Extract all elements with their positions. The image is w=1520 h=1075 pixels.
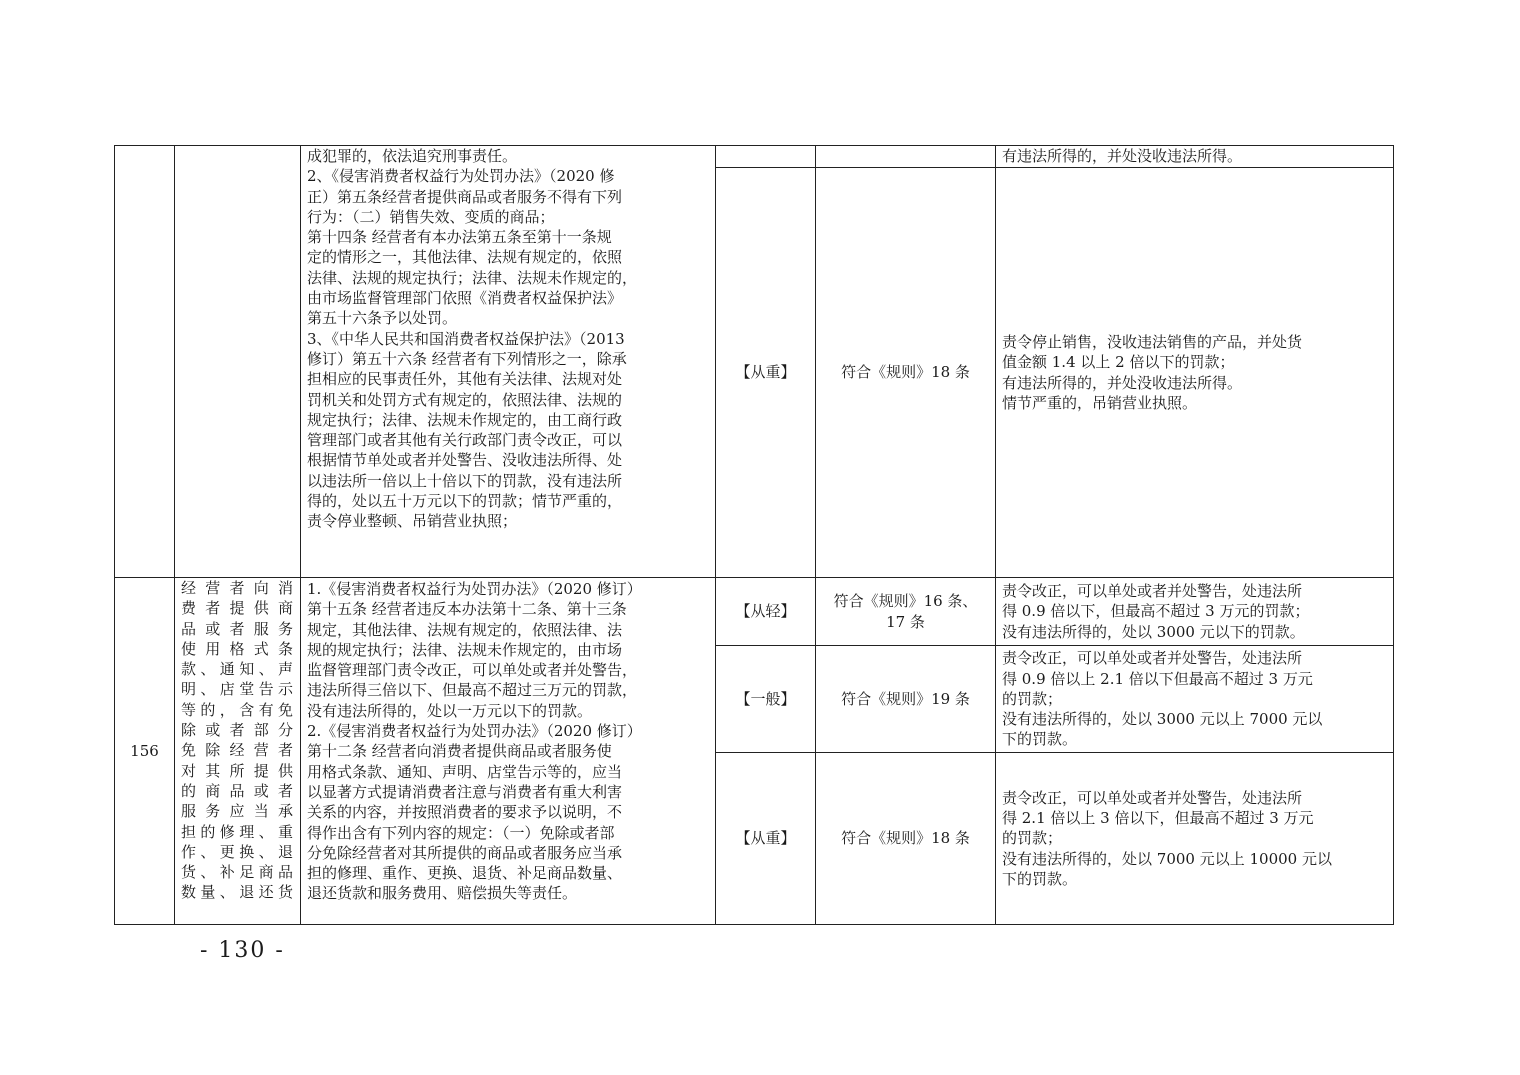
text-line: 情节严重的，吊销营业执照。 [1002, 393, 1198, 412]
row156-rule-light [816, 578, 996, 646]
text-line: 得的，处以五十万元以下的罚款；情节严重的， [307, 492, 623, 511]
text-line: 作、更换、退 [181, 842, 294, 861]
text-line: 使用格式条 [181, 639, 294, 658]
cont-num-cell [115, 146, 175, 578]
text-line: 由市场监督管理部门依照《消费者权益保护法》 [307, 289, 623, 308]
text-line: 管理部门或者其他有关行政部门责令改正，可以 [307, 431, 623, 450]
text-line: 的罚款； [1002, 689, 1063, 708]
row156-std-light [996, 578, 1394, 646]
text-line: 费者提供商 [181, 599, 294, 618]
text-line: 以违法所一倍以上十倍以下的罚款，没有违法所 [307, 471, 623, 490]
text-line: 责令改正，可以单处或者并处警告，处违法所 [1002, 788, 1303, 807]
text-line: 的商品或者 [181, 781, 294, 800]
text-line: 规定，其他法律、法规有规定的，依照法律、法 [307, 620, 623, 639]
cont-std-cell [996, 168, 1394, 578]
text-line: 关系的内容，并按照消费者的要求予以说明，不 [307, 803, 623, 822]
text-line: 等的，含有免 [181, 700, 294, 719]
row156-rule-normal [816, 646, 996, 753]
text-line: 得作出含有下列内容的规定：（一）免除或者部 [307, 823, 615, 842]
text-line: 正）第五条经营者提供商品或者服务不得有下列 [307, 187, 623, 206]
row156-std-heavy-lines [1002, 788, 1387, 889]
text-line: 规定执行；法律、法规未作规定的，由工商行政 [307, 410, 623, 429]
text-line: 违法所得三倍以下、但最高不超过三万元的罚款， [307, 681, 638, 700]
penalty-standard-table [114, 145, 1394, 925]
text-line: 的罚款； [1002, 829, 1063, 848]
text-line: 品或者服务 [181, 619, 294, 638]
text-line: 分免除经营者对其所提供的商品或者服务应当承 [307, 843, 623, 862]
text-line: 修订）第五十六条 经营者有下列情形之一，除承 [307, 349, 627, 368]
text-line: 以显著方式提请消费者注意与消费者有重大利害 [307, 782, 623, 801]
row156-level-normal: 【一般】 [716, 646, 816, 753]
row156-std-normal-lines [1002, 648, 1387, 749]
text-line: 3、《中华人民共和国消费者权益保护法》（2013 [307, 329, 625, 348]
row156-std-normal [996, 646, 1394, 753]
text-line: 得 0.9 倍以下，但最高不超过 3 万元的罚款； [1002, 602, 1310, 621]
text-line: 2.《侵害消费者权益行为处罚办法》（2020 修订） [307, 722, 642, 741]
text-line: 得 0.9 倍以上 2.1 倍以下但最高不超过 3 万元 [1002, 669, 1313, 688]
text-line: 下的罚款。 [1002, 869, 1078, 888]
text-line: 第十二条 经营者向消费者提供商品或者服务使 [307, 742, 612, 761]
text-line: 经营者向消 [181, 579, 294, 597]
row156-item-cell [175, 578, 301, 925]
text-line: 下的罚款。 [1002, 730, 1078, 749]
text-line: 除或者部分 [181, 721, 294, 740]
text-line: 2、《侵害消费者权益行为处罚办法》（2020 修 [307, 167, 615, 186]
text-line: 17 条 [886, 612, 925, 631]
row156-std-heavy [996, 753, 1394, 925]
text-line: 担的修理、重作、更换、退货、补足商品数量、 [307, 864, 623, 883]
cont-std-lines [1002, 332, 1387, 413]
text-line: 定的情形之一，其他法律、法规有规定的，依照 [307, 248, 623, 267]
row156-level-light: 【从轻】 [716, 578, 816, 646]
text-line: 符合《规则》16 条、 [833, 592, 978, 611]
text-line: 担相应的民事责任外，其他有关法律、法规对处 [307, 370, 623, 389]
cont-rule-top-cell [816, 146, 996, 168]
text-line: 得 2.1 倍以上 3 倍以下，但最高不超过 3 万元 [1002, 809, 1314, 828]
text-line: 值金额 1.4 以上 2 倍以下的罚款； [1002, 353, 1235, 372]
row156-rule-heavy-lines [822, 828, 989, 848]
text-line: 没有违法所得的，处以 3000 元以下的罚款。 [1002, 622, 1305, 641]
cont-rule-cell: 符合《规则》18 条 [816, 168, 996, 578]
text-line: 货、补足商品 [181, 863, 294, 882]
row156-basis-lines [307, 579, 709, 904]
text-line: 符合《规则》18 条 [841, 829, 970, 848]
cont-item-cell [175, 146, 301, 578]
text-line: 监督管理部门责令改正，可以单处或者并处警告， [307, 661, 638, 680]
row156-item-lines [181, 578, 294, 903]
text-line: 没有违法所得的，处以 7000 元以上 10000 元以 [1002, 849, 1332, 868]
text-line: 根据情节单处或者并处警告、没收违法所得、处 [307, 451, 623, 470]
text-line: 服务应当承 [181, 802, 294, 821]
row156-basis-cell [301, 578, 716, 925]
text-line: 1.《侵害消费者权益行为处罚办法》（2020 修订） [307, 580, 642, 598]
text-line: 用格式条款、通知、声明、店堂告示等的，应当 [307, 762, 623, 781]
text-line: 有违法所得的，并处没收违法所得。 [1002, 373, 1243, 392]
text-line: 免除经营者 [181, 741, 294, 760]
text-line: 符合《规则》19 条 [841, 689, 970, 708]
text-line: 行为：（二）销售失效、变质的商品； [307, 207, 555, 226]
text-line: 责令停业整顿、吊销营业执照； [307, 512, 518, 531]
row156-rule-normal-lines [822, 689, 989, 709]
text-line: 退还货款和服务费用、赔偿损失等责任。 [307, 884, 578, 903]
text-line: 款、通知、声 [181, 660, 294, 679]
cont-level-cell: 【从重】 [716, 168, 816, 578]
cont-basis-lines [307, 166, 709, 531]
text-line: 没有违法所得的，处以 3000 元以上 7000 元以 [1002, 710, 1323, 729]
text-line: 第十五条 经营者违反本办法第十二条、第十三条 [307, 600, 627, 619]
text-line: 责令停止销售，没收违法销售的产品，并处货 [1002, 332, 1303, 351]
text-line: 明、店堂告示 [181, 680, 294, 699]
row156-num-cell: 156 [115, 578, 175, 925]
cont-level-top-cell [716, 146, 816, 168]
text-line: 罚机关和处罚方式有规定的，依照法律、法规的 [307, 390, 623, 409]
cont-std-top-line: 有违法所得的，并处没收违法所得。 [1002, 147, 1243, 166]
text-line: 规的规定执行；法律、法规未作规定的，由市场 [307, 640, 623, 659]
text-line: 担的修理、重 [181, 822, 294, 841]
cont-basis-cell [301, 146, 716, 578]
text-line: 第五十六条予以处罚。 [307, 309, 458, 328]
text-line: 责令改正，可以单处或者并处警告，处违法所 [1002, 582, 1303, 601]
page-number: - 130 - [200, 938, 285, 963]
text-line: 法律、法规的规定执行；法律、法规未作规定的， [307, 268, 638, 287]
text-line: 第十四条 经营者有本办法第五条至第十一条规 [307, 228, 612, 247]
row156-std-light-lines [1002, 581, 1387, 642]
row156-level-heavy: 【从重】 [716, 753, 816, 925]
row156-rule-light-lines [822, 591, 989, 632]
text-line: 对其所提供 [181, 761, 294, 780]
row156-rule-heavy [816, 753, 996, 925]
text-line: 数量、退还货 [181, 883, 294, 902]
text-line: 没有违法所得的，处以一万元以下的罚款。 [307, 701, 593, 720]
text-line: 责令改正，可以单处或者并处警告，处违法所 [1002, 649, 1303, 668]
cont-basis-top-line: 成犯罪的，依法追究刑事责任。 [307, 147, 518, 165]
cont-std-top-cell [996, 146, 1394, 168]
